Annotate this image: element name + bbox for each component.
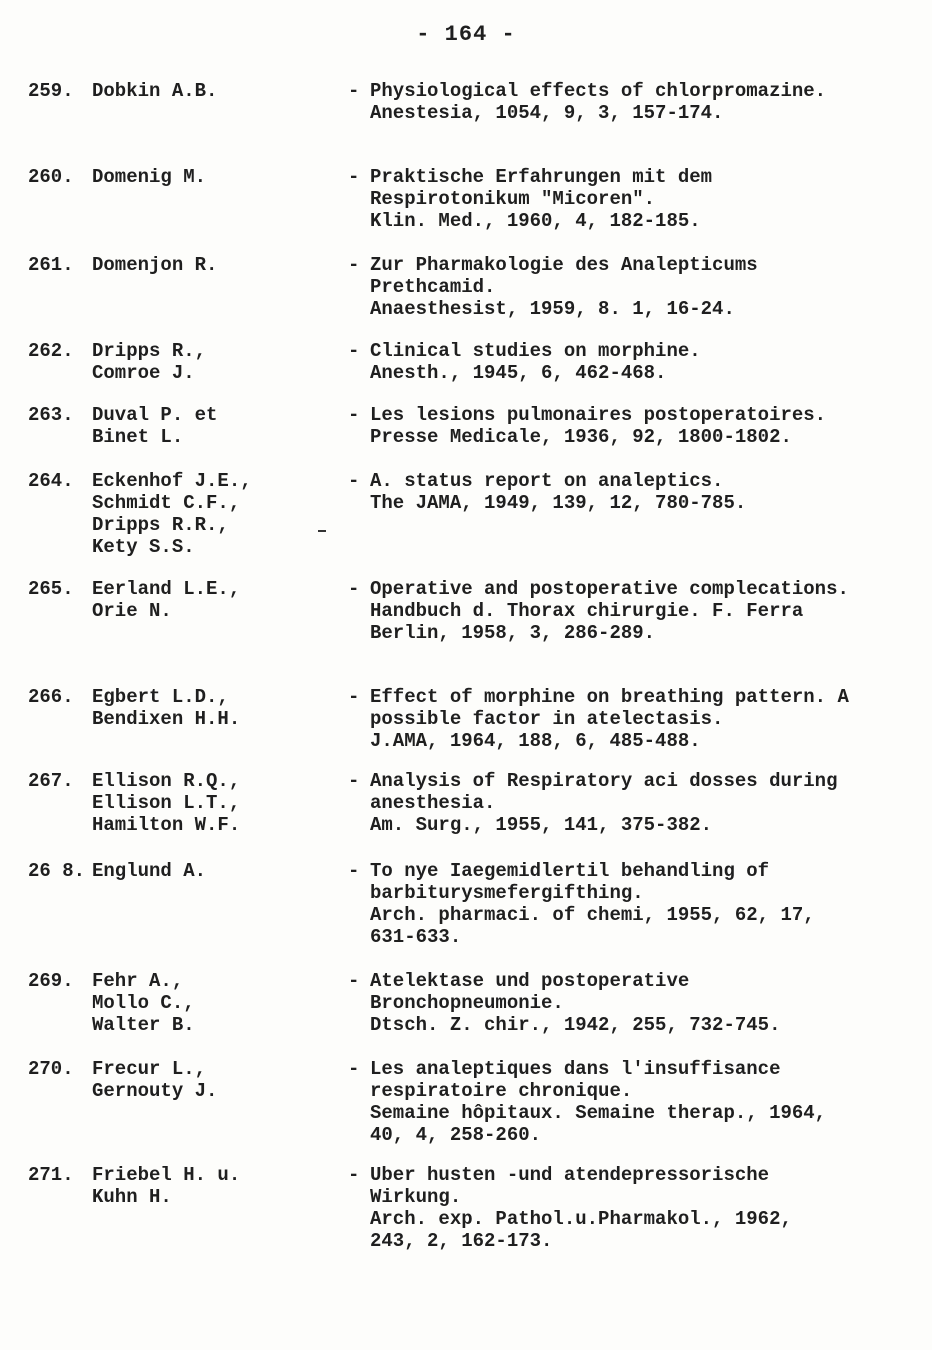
entry-authors: Englund A. xyxy=(92,860,207,882)
entry-authors: Dripps R., Comroe J. xyxy=(92,340,207,384)
entry-number: 262. xyxy=(28,340,74,362)
page-number: - 164 - xyxy=(416,22,516,47)
entry-number: 263. xyxy=(28,404,74,426)
entry-reference: Analysis of Respiratory aci dosses during anesthesia. Am. Surg., 1955, 141, 375-382. xyxy=(370,770,838,836)
entry-dash: - xyxy=(348,578,360,600)
entry-authors: Frecur L., Gernouty J. xyxy=(92,1058,218,1102)
stray-ink-mark xyxy=(318,530,326,532)
entry-authors: Eckenhof J.E., Schmidt C.F., Dripps R.R., Kety S.S. xyxy=(92,470,252,558)
entry-dash: - xyxy=(348,770,360,792)
entry-reference: Les analeptiques dans l'insuffisance respiratoire chronique. Semaine hôpitaux. Semaine therap., 1964, 40, 4, 258-260. xyxy=(370,1058,827,1146)
entry-dash: - xyxy=(348,80,360,102)
entry-dash: - xyxy=(348,340,360,362)
entry-number: 261. xyxy=(28,254,74,276)
entry-reference: Praktische Erfahrungen mit dem Respirotonikum "Micoren". Klin. Med., 1960, 4, 182-185. xyxy=(370,166,713,232)
entry-authors: Friebel H. u. Kuhn H. xyxy=(92,1164,241,1208)
entry-dash: - xyxy=(348,1164,360,1186)
entry-dash: - xyxy=(348,254,360,276)
entry-number: 264. xyxy=(28,470,74,492)
entry-reference: Les lesions pulmonaires postoperatoires. Presse Medicale, 1936, 92, 1800-1802. xyxy=(370,404,827,448)
entry-authors: Dobkin A.B. xyxy=(92,80,218,102)
entry-authors: Duval P. et Binet L. xyxy=(92,404,218,448)
entry-reference: Zur Pharmakologie des Analepticums Prethcamid. Anaesthesist, 1959, 8. 1, 16-24. xyxy=(370,254,758,320)
entry-dash: - xyxy=(348,166,360,188)
entry-reference: A. status report on analeptics. The JAMA, 1949, 139, 12, 780-785. xyxy=(370,470,747,514)
entry-dash: - xyxy=(348,686,360,708)
entry-reference: Atelektase und postoperative Bronchopneumonie. Dtsch. Z. chir., 1942, 255, 732-745. xyxy=(370,970,781,1036)
entry-number: 259. xyxy=(28,80,74,102)
entry-authors: Domenig M. xyxy=(92,166,207,188)
entry-reference: Clinical studies on morphine. Anesth., 1945, 6, 462-468. xyxy=(370,340,701,384)
entry-number: 270. xyxy=(28,1058,74,1080)
entry-authors: Fehr A., Mollo C., Walter B. xyxy=(92,970,195,1036)
entry-reference: Uber husten -und atendepressorische Wirkung. Arch. exp. Pathol.u.Pharmakol., 1962, 243, 2, 162-173. xyxy=(370,1164,792,1252)
entry-number: 271. xyxy=(28,1164,74,1186)
entry-number: 265. xyxy=(28,578,74,600)
entry-number: 269. xyxy=(28,970,74,992)
entry-reference: To nye Iaegemidlertil behandling of barbiturysmefergifthing. Arch. pharmaci. of chemi, 1955, 62, 17, 631-633. xyxy=(370,860,815,948)
entry-reference: Effect of morphine on breathing pattern. A possible factor in atelectasis. J.AMA, 1964, 188, 6, 485-488. xyxy=(370,686,849,752)
entry-authors: Egbert L.D., Bendixen H.H. xyxy=(92,686,241,730)
entry-number: 266. xyxy=(28,686,74,708)
entry-dash: - xyxy=(348,470,360,492)
entry-dash: - xyxy=(348,970,360,992)
entry-number: 267. xyxy=(28,770,74,792)
entry-number: 26 8. xyxy=(28,860,86,882)
entry-reference: Operative and postoperative complecations. Handbuch d. Thorax chirurgie. F. Ferra Berlin, 1958, 3, 286-289. xyxy=(370,578,849,644)
entry-authors: Eerland L.E., Orie N. xyxy=(92,578,241,622)
entry-number: 260. xyxy=(28,166,74,188)
entry-authors: Ellison R.Q., Ellison L.T., Hamilton W.F. xyxy=(92,770,241,836)
entry-authors: Domenjon R. xyxy=(92,254,218,276)
entry-dash: - xyxy=(348,860,360,882)
entry-dash: - xyxy=(348,404,360,426)
entry-dash: - xyxy=(348,1058,360,1080)
entry-reference: Physiological effects of chlorpromazine. Anestesia, 1054, 9, 3, 157-174. xyxy=(370,80,827,124)
